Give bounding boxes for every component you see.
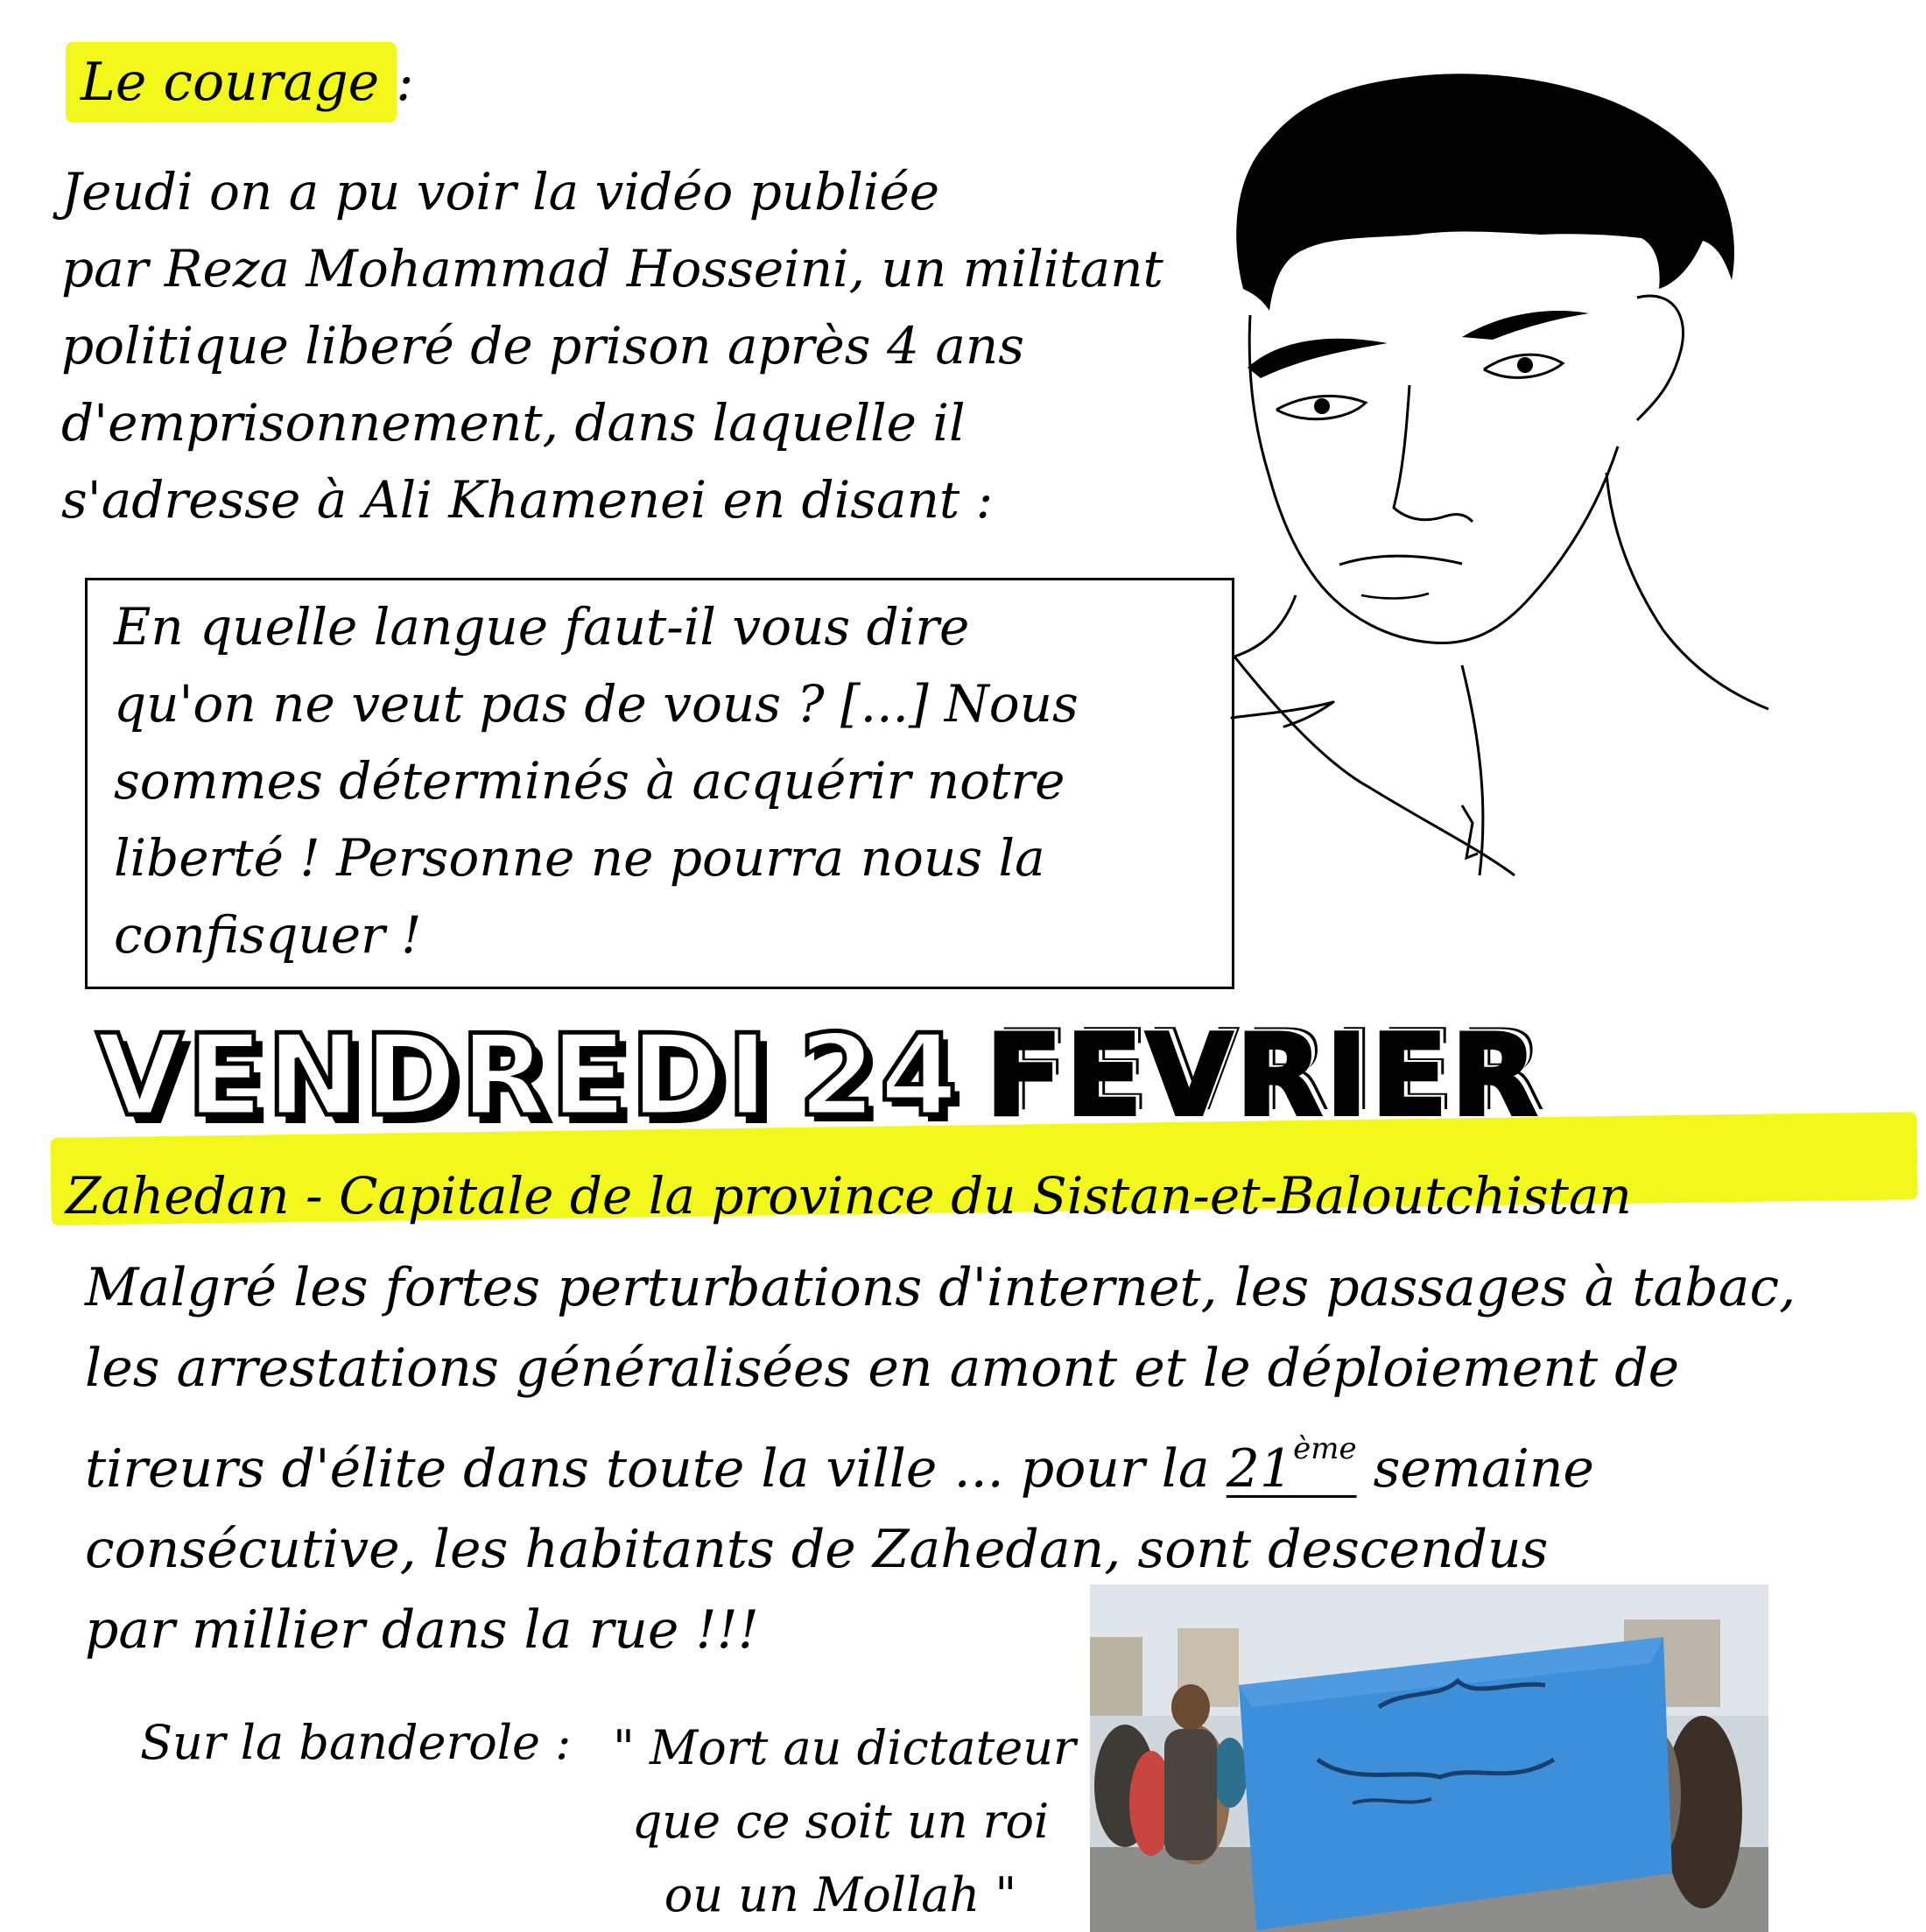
ordinal-number — [1227, 1409, 1357, 1509]
body-line-part: semaine — [1373, 1438, 1594, 1500]
quote-line: sommes déterminés à acquérir notre — [114, 751, 1065, 811]
protest-photo-icon — [1090, 1584, 1768, 1932]
body-line — [85, 1409, 1888, 1509]
banner-quote-line: " Mort au dictateur — [613, 1720, 1076, 1775]
quote-line: liberté ! Personne ne pourra nous la — [114, 828, 1045, 888]
date-heading — [96, 1007, 1541, 1147]
body-line-part: tireurs d'élite dans toute la ville ... pour la — [85, 1438, 1210, 1500]
intro-line: par Reza Mohammad Hosseini, un militant — [61, 239, 1163, 299]
intro-line: Jeudi on a pu voir la vidéo publiée — [61, 162, 940, 221]
banner-intro: Sur la banderole : — [140, 1715, 572, 1770]
intro-line: politique liberé de prison après 4 ans — [61, 316, 1025, 376]
portrait-drawing-icon — [1199, 35, 1812, 910]
section-title: Le courage : — [81, 52, 414, 113]
location-line: Zahedan - Capitale de la province du Sistan-et-Baloutchistan — [66, 1166, 1632, 1226]
body-line: Malgré les fortes perturbations d'internet, les passages à tabac, — [85, 1257, 1796, 1318]
intro-line: d'emprisonnement, dans laquelle il — [61, 393, 966, 453]
date-day: 24 — [798, 1011, 961, 1142]
quote-line: confisquer ! — [114, 905, 422, 965]
quote-line: qu'on ne veut pas de vous ? [...] Nous — [114, 674, 1079, 734]
banner-quote-line: que ce soit un roi — [631, 1794, 1050, 1849]
date-weekday: VENDREDI — [96, 1011, 772, 1142]
date-month: FEVRIER — [985, 1011, 1541, 1142]
banner-quote-line: ou un Mollah " — [664, 1867, 1017, 1922]
intro-paragraph — [61, 153, 1199, 538]
quote-text — [114, 588, 1208, 973]
quote-line: En quelle langue faut-il vous dire — [114, 597, 970, 657]
banner-quote — [613, 1711, 1076, 1932]
ordinal-suffix: ème — [1293, 1431, 1357, 1466]
body-line: les arrestations généralisées en amont et le déploiement de — [85, 1338, 1680, 1399]
body-line: consécutive, les habitants de Zahedan, sont descendus — [85, 1519, 1549, 1580]
body-line: par millier dans la rue !!! — [85, 1599, 759, 1661]
ordinal-value: 21 — [1226, 1438, 1294, 1500]
intro-line: s'adresse à Ali Khamenei en disant : — [61, 470, 994, 530]
